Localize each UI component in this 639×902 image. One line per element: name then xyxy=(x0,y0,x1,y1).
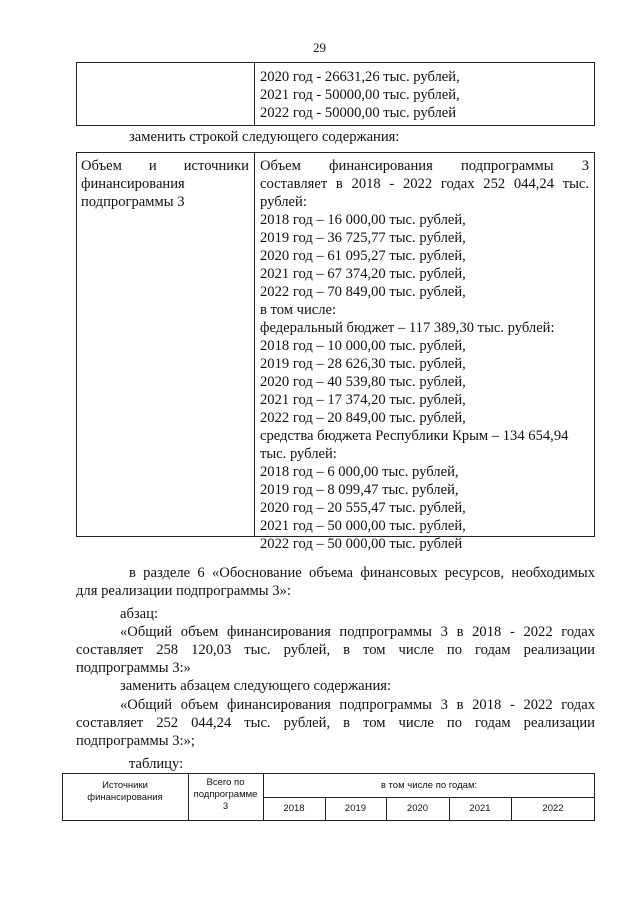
word: в xyxy=(335,176,343,192)
section6-line: в разделе 6 «Обоснование объема финансовых ресурсов, необходимых xyxy=(129,565,595,581)
main-table-right-line: тыс. рублей: xyxy=(260,446,337,462)
header-sources xyxy=(62,780,188,804)
year-2021: 2021 xyxy=(469,803,491,814)
new-paragraph-line: подпрограммы 3:»; xyxy=(76,733,195,749)
main-table-right-line: 2022 год – 20 849,00 тыс. рублей, xyxy=(260,410,466,426)
year-2019: 2019 xyxy=(344,803,367,814)
word: годах xyxy=(440,176,475,192)
word: источники xyxy=(183,158,249,174)
word: 2022 xyxy=(402,176,433,192)
old-paragraph-line: составляет 258 120,03 тыс. рублей, в том числе по годам реализации xyxy=(76,642,595,658)
word: - xyxy=(389,176,395,192)
word: 3 xyxy=(581,158,590,174)
word: тыс. xyxy=(562,176,590,192)
main-table-right-list xyxy=(260,193,568,553)
main-table-right-line xyxy=(260,157,589,175)
bottom-table-hline xyxy=(263,797,595,798)
main-table-right-line: 2019 год – 28 626,30 тыс. рублей, xyxy=(260,356,466,372)
table-label: таблицу: xyxy=(129,756,184,772)
replace-paragraph-instruction: заменить абзацем следующего содержания: xyxy=(120,678,392,694)
main-table-right-line: 2018 год – 6 000,00 тыс. рублей, xyxy=(260,464,459,480)
header-text: Всего по xyxy=(206,777,245,788)
top-table-line: 2021 год - 50000,00 тыс. рублей, xyxy=(260,87,460,103)
main-table-right-line: 2022 год – 50 000,00 тыс. рублей xyxy=(260,536,463,552)
main-table-left-line xyxy=(81,157,249,175)
header-text: 3 xyxy=(222,801,229,812)
main-table-right-line: 2021 год – 67 374,20 тыс. рублей, xyxy=(260,266,466,282)
word: финансирования xyxy=(329,158,433,174)
word: Объем xyxy=(81,158,122,174)
main-table-right-line: 2018 год – 16 000,00 тыс. рублей, xyxy=(260,212,466,228)
main-table-right-line: 2019 год – 8 099,47 тыс. рублей, xyxy=(260,482,459,498)
main-table-left-line: финансирования xyxy=(81,176,185,192)
main-table-right-line xyxy=(260,175,589,193)
header-total xyxy=(188,777,263,813)
year-2018: 2018 xyxy=(283,803,305,814)
top-table-line: 2022 год - 50000,00 тыс. рублей xyxy=(260,105,457,121)
word: Объем xyxy=(260,158,301,174)
word: 252 044,24 xyxy=(483,176,554,192)
header-text: подпрограмме xyxy=(193,789,258,800)
header-by-years: в том числе по годам: xyxy=(380,780,478,791)
main-table-right-line: 2021 год – 50 000,00 тыс. рублей, xyxy=(260,518,466,534)
header-text: финансирования xyxy=(87,792,163,803)
word: и xyxy=(148,158,157,174)
main-table-right-line: в том числе: xyxy=(260,302,337,318)
year-2020: 2020 xyxy=(406,803,429,814)
word: 2018 xyxy=(351,176,381,192)
main-table-right-line: рублей: xyxy=(260,194,307,210)
main-table-right-line: 2022 год – 70 849,00 тыс. рублей, xyxy=(260,284,466,300)
old-paragraph-line: «Общий объем финансирования подпрограммы 3 в 2018 - 2022 годах xyxy=(120,624,595,640)
main-table-right-line: федеральный бюджет – 117 389,30 тыс. рублей: xyxy=(260,320,555,336)
header-text: Источники xyxy=(102,780,148,791)
main-table-right-line: 2021 год – 17 374,20 тыс. рублей, xyxy=(260,392,466,408)
new-paragraph-line: составляет 252 044,24 тыс. рублей, в том числе по годам реализации xyxy=(76,715,595,731)
main-table-divider xyxy=(254,152,255,537)
top-table-line: 2020 год - 26631,26 тыс. рублей, xyxy=(260,69,460,85)
year-2022: 2022 xyxy=(542,803,564,814)
section6-line: для реализации подпрограммы 3»: xyxy=(76,583,291,599)
old-paragraph-line: подпрограммы 3:» xyxy=(76,660,191,676)
page-number: 29 xyxy=(313,40,326,55)
new-paragraph-line: «Общий объем финансирования подпрограммы 3 в 2018 - 2022 годах xyxy=(120,697,595,713)
top-table-divider xyxy=(254,62,255,126)
main-table-right-line: 2018 год – 10 000,00 тыс. рублей, xyxy=(260,338,466,354)
main-table-right-line: 2020 год – 61 095,27 тыс. рублей, xyxy=(260,248,466,264)
main-table-right-line: 2020 год – 20 555,47 тыс. рублей, xyxy=(260,500,466,516)
main-table-right-line: 2019 год – 36 725,77 тыс. рублей, xyxy=(260,230,466,246)
main-table-right-line: 2020 год – 40 539,80 тыс. рублей, xyxy=(260,374,466,390)
main-table-right-line: средства бюджета Республики Крым – 134 654,94 xyxy=(260,428,569,444)
replace-row-instruction: заменить строкой следующего содержания: xyxy=(129,129,400,145)
word: подпрограммы xyxy=(460,158,554,174)
word: составляет xyxy=(260,176,328,192)
paragraph-label: абзац: xyxy=(120,606,159,622)
main-table-left-line: подпрограммы 3 xyxy=(81,194,185,210)
